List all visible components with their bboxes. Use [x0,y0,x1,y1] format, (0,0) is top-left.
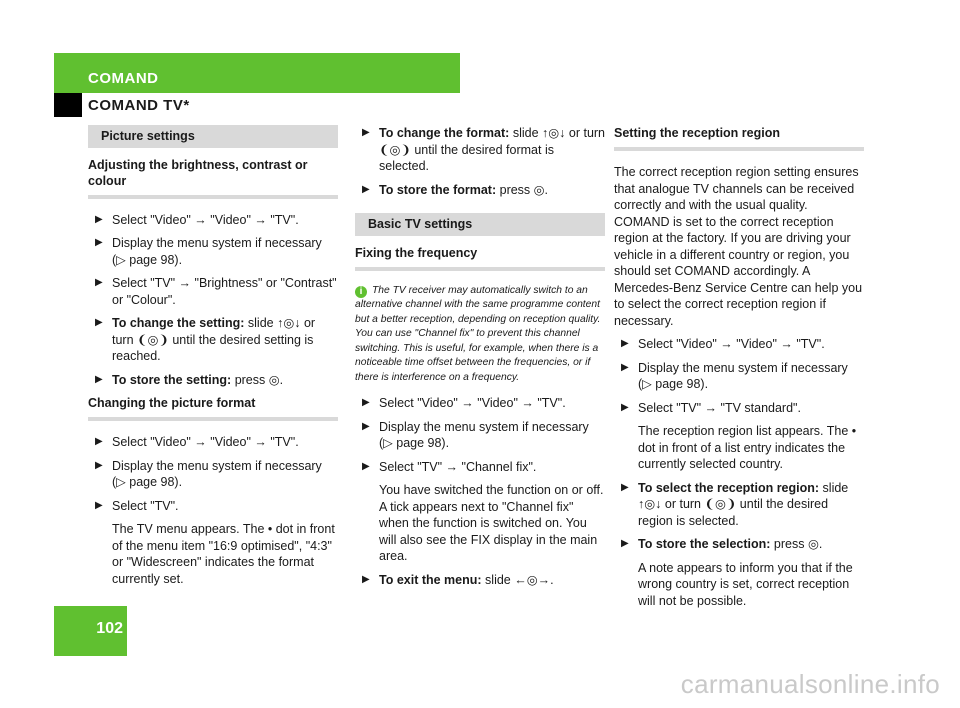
arrow-icon: ▶ [95,277,103,288]
step: ▶ Display the menu system if necessary (▷ page 98). [95,458,322,489]
step: ▶ Select "TV". [95,498,179,513]
step: ▶ To select the reception region: slide ↑◎↓ or turn ❨◎❩ until the desired region is selected. [621,480,849,528]
arrow-icon: ▶ [621,338,629,349]
picture-format-subheading: Changing the picture format [88,395,338,421]
chapter-title: COMAND TV* [88,97,190,114]
step: ▶ To change the format: slide ↑◎↓ or turn ❨◎❩ until the desired format is selected. [362,126,606,173]
step: ▶ Display the menu system if necessary (▷ page 98). [95,236,322,267]
arrow-icon: ▶ [95,436,103,447]
step: ▶ To exit the menu: slide ←◎→. [362,572,554,587]
step: ▶ Select "Video" → "Video" → "TV". [95,212,299,227]
reception-region-subheading: Setting the reception region [614,125,864,151]
arrow-icon: ▶ [621,401,629,413]
arrow-icon: ▶ [621,361,629,373]
arrow-icon: ▶ [621,481,629,493]
step-result: A note appears to inform you that if the wrong country is set, correct reception will not be possible. [638,560,853,608]
step-result: The reception region list appears. The • dot in front of a list entry indicates the currently selected country. [638,424,857,471]
step: ▶ To store the selection: press ◎. [621,537,823,551]
step-result: You have switched the function on or off. A tick appears next to "Channel fix" when the function is switched on. You will also see the FIX display in the main area. [379,483,604,563]
step: ▶ Select "Video" → "Video" → "TV". [362,396,566,410]
fixing-frequency-subheading: Fixing the frequency [355,245,605,271]
step: ▶ Select "TV" → "Brightness" or "Contrast" or "Colour". [95,276,337,307]
basic-tv-settings-heading: Basic TV settings [355,213,605,236]
arrow-icon: ▶ [362,573,370,585]
arrow-icon: ▶ [95,499,103,511]
step: ▶ Select "TV" → "Channel fix". [362,459,537,474]
info-note: i The TV receiver may automatically switch to an alternative channel with the same programme content but a better reception, depending on reception quality. You can use "Channel fix" to prevent this channel switching. This is useful, for example, when there is a noticeable time offset between the frequencies, or if there is interference on a frequency. [355,284,601,383]
arrow-icon: ▶ [95,373,103,385]
step: ▶ Select "Video" → "Video" → "TV". [95,435,299,449]
step: ▶ To store the format: press ◎. [362,182,549,197]
page-number: 102 [96,620,123,637]
arrow-icon: ▶ [362,397,370,408]
step: ▶ Select "TV" → "TV standard". [621,400,801,415]
step: ▶ Display the menu system if necessary (▷ page 98). [362,419,589,450]
arrow-icon: ▶ [621,538,629,549]
arrow-icon: ▶ [95,317,103,328]
step-result: The TV menu appears. The • dot in front of the menu item "16:9 optimised", "4:3" or "Widescreen" indicates the format currently set. [112,522,335,586]
column-3 [614,125,864,616]
column-1 [88,125,338,594]
picture-settings-heading: Picture settings [88,125,338,148]
step: ▶ To change the setting: slide ↑◎↓ or turn ❨◎❩ until the desired setting is reached. [95,316,316,363]
arrow-icon: ▶ [95,459,103,471]
brightness-subheading: Adjusting the brightness, contrast or colour [88,157,338,199]
arrow-icon: ▶ [95,213,103,225]
step: ▶ Display the menu system if necessary (▷ page 98). [621,360,848,391]
chapter-marker [54,93,82,117]
arrow-icon: ▶ [362,183,370,195]
section-title: COMAND [88,70,159,87]
arrow-icon: ▶ [95,237,103,248]
step: ▶ To store the setting: press ◎. [95,372,284,387]
column-2 [355,125,605,595]
arrow-icon: ▶ [362,460,370,472]
arrow-icon: ▶ [362,127,370,138]
step: ▶ Select "Video" → "Video" → "TV". [621,337,825,351]
info-icon: i [355,286,367,298]
page-number-box [54,606,127,656]
arrow-icon: ▶ [362,420,370,432]
intro-paragraph: The correct reception region setting ensures that analogue TV channels can be received correctly and with the usual quality. COMAND is set to the correct reception region at the factory. If you are driving your vehicle in a different country or region, you should set COMAND accordingly. A Mercedes-Benz Service Centre can help you to select the correct reception region if necessary. [614,165,863,328]
watermark: carmanualsonline.info [680,669,940,699]
